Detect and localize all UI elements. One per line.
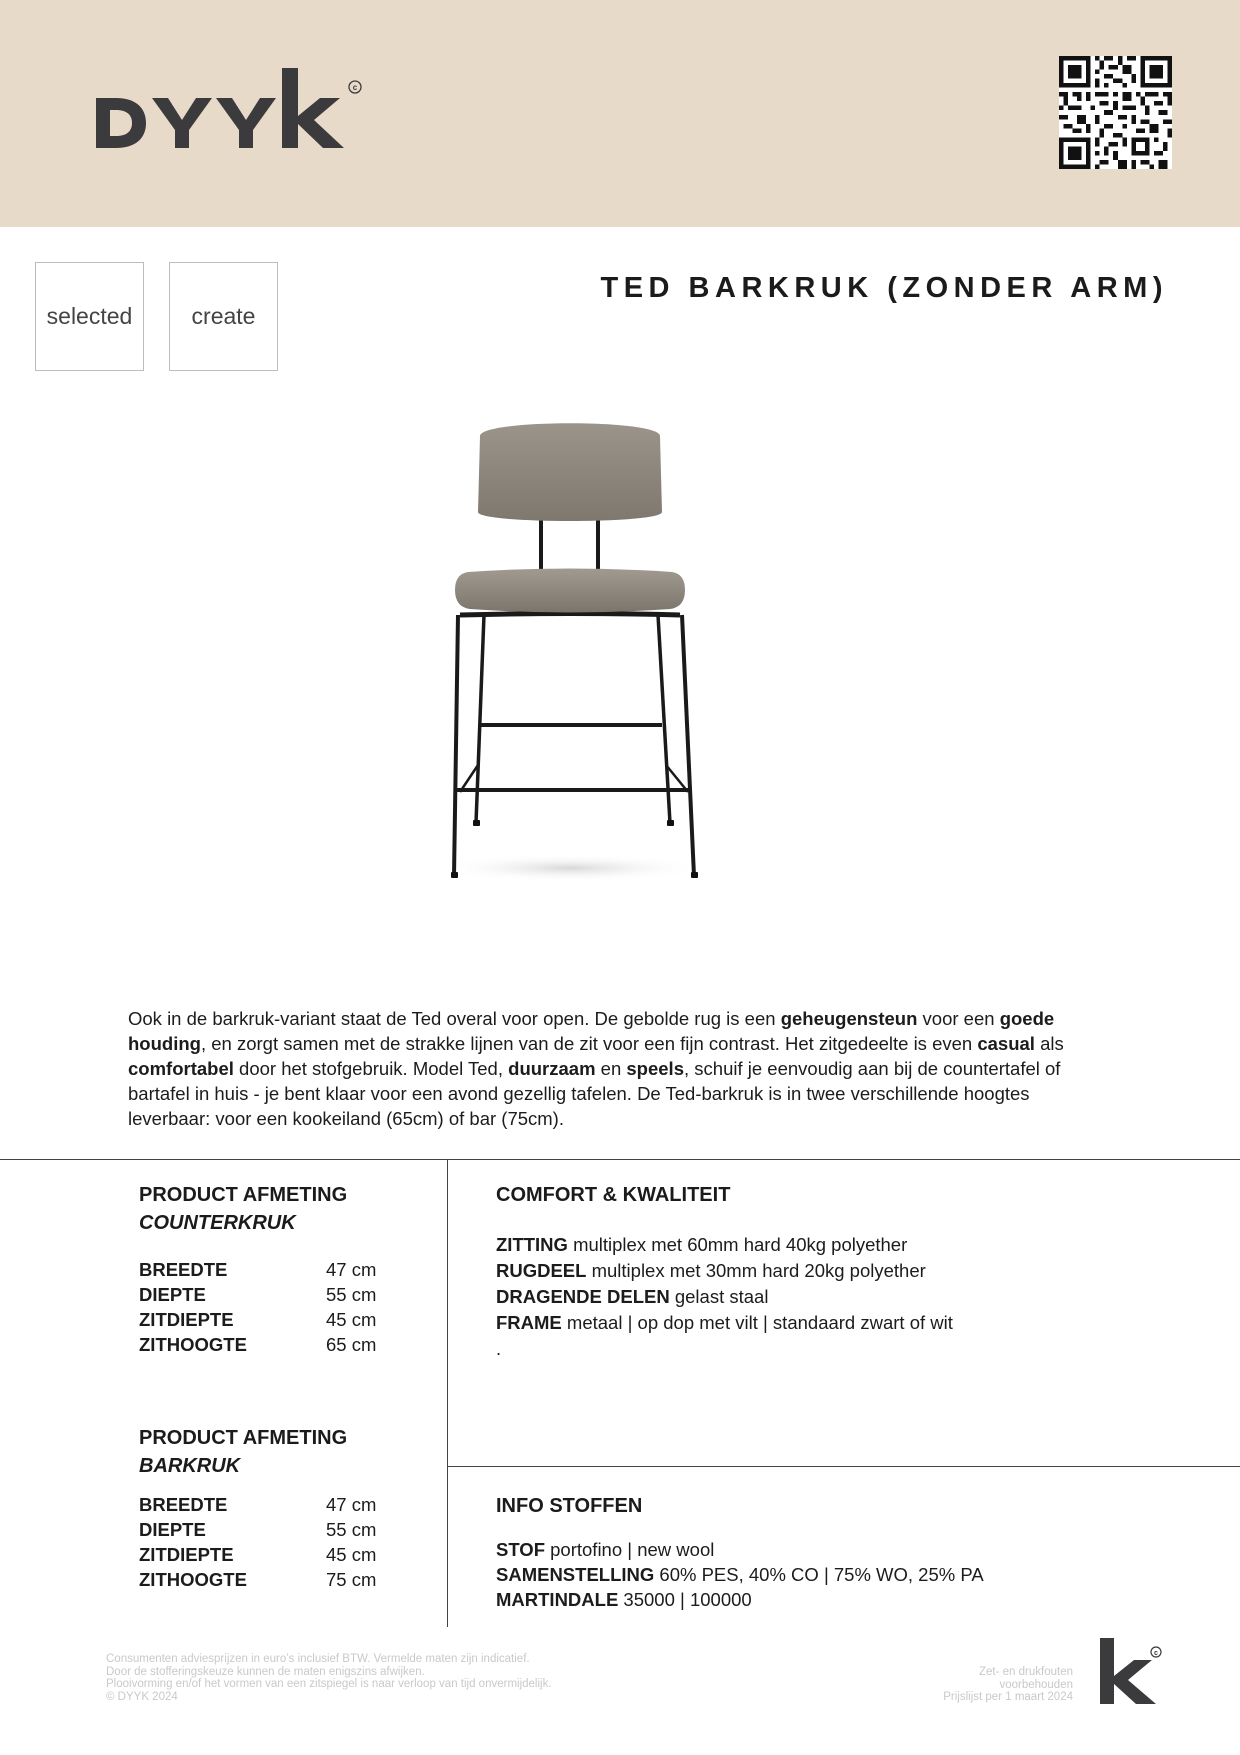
dimension-label: ZITHOOGTE <box>139 1569 247 1590</box>
description-emphasis: speels <box>626 1058 684 1079</box>
dimension-value: 65 cm <box>326 1334 377 1355</box>
footer-line: © DYYK 2024 <box>106 1690 178 1703</box>
counter-dimensions-table <box>139 1259 399 1359</box>
footer-line: voorbehouden <box>999 1678 1073 1691</box>
fabric-info-list <box>496 1539 1096 1614</box>
dimension-value: 47 cm <box>326 1494 377 1515</box>
spec-label: SAMENSTELLING <box>496 1564 655 1585</box>
bar-dimensions-title: PRODUCT AFMETING <box>139 1427 348 1449</box>
dimension-label: ZITDIEPTE <box>139 1544 234 1565</box>
description-text: , schuif je eenvoudig aan bij de countertafel of bartafel in huis - je bent klaar voor een avond gezellig tafelen. De Ted-barkruk is in twee verschillende hoogtes leverbaar: voor een kookeiland (65cm) of bar (75cm). <box>128 1058 1061 1129</box>
selected-button[interactable]: selected <box>35 262 144 371</box>
spec-text: multiplex met 60mm hard 40kg polyether <box>567 1234 908 1255</box>
spec-row <box>496 1564 1096 1589</box>
description-text: en <box>595 1058 627 1079</box>
counter-dimensions-title: PRODUCT AFMETING <box>139 1184 348 1206</box>
dimension-row <box>139 1334 399 1359</box>
dimension-label: ZITDIEPTE <box>139 1309 234 1330</box>
svg-text:c: c <box>352 83 358 92</box>
spec-label: MARTINDALE <box>496 1589 619 1610</box>
footer-disclaimer <box>106 1653 552 1703</box>
description-emphasis: geheugensteun <box>780 1008 918 1029</box>
create-button[interactable]: create <box>169 262 278 371</box>
dimension-row <box>139 1284 399 1309</box>
spec-row <box>496 1234 1096 1260</box>
description-emphasis: casual <box>977 1033 1035 1054</box>
dimension-label: BREEDTE <box>139 1259 228 1280</box>
k-logo <box>1098 1636 1166 1706</box>
footer-line: Zet- en drukfouten <box>979 1666 1073 1678</box>
spec-text: metaal | op dop met vilt | standaard zwart of wit <box>561 1312 953 1333</box>
fabric-info-title: INFO STOFFEN <box>496 1495 643 1517</box>
dimension-value: 45 cm <box>326 1544 377 1565</box>
dimension-label: ZITHOOGTE <box>139 1334 247 1355</box>
dimension-value: 55 cm <box>326 1519 377 1540</box>
dimension-label: BREEDTE <box>139 1494 228 1515</box>
section-divider-vertical <box>447 1160 448 1627</box>
spec-row <box>496 1260 1096 1286</box>
description-text: als <box>1034 1033 1064 1054</box>
spec-row <box>496 1338 1096 1364</box>
description-emphasis: comfortabel <box>128 1058 234 1079</box>
spec-text: multiplex met 30mm hard 20kg polyether <box>586 1260 926 1281</box>
product-title: TED BARKRUK (ZONDER ARM) <box>600 272 1168 304</box>
page-header <box>0 0 1240 227</box>
spec-text: portofino | new wool <box>545 1539 715 1560</box>
section-divider-right <box>447 1466 1240 1467</box>
spec-label: FRAME <box>496 1312 562 1333</box>
footer-line: Plooivorming en/of het vormen van een zitspiegel is naar verloop van tijd onvermijdelijk. <box>106 1678 552 1690</box>
spec-label: RUGDEEL <box>496 1260 587 1281</box>
dimension-value: 45 cm <box>326 1309 377 1330</box>
spec-row <box>496 1312 1096 1338</box>
counter-dimensions-subtitle: COUNTERKRUK <box>139 1212 296 1234</box>
dimension-value: 55 cm <box>326 1284 377 1305</box>
dimension-row <box>139 1309 399 1334</box>
dyyk-logo <box>92 60 392 160</box>
spec-row <box>496 1589 1096 1614</box>
footer-line: Prijslijst per 1 maart 2024 <box>943 1691 1073 1703</box>
svg-text:c: c <box>1154 1650 1158 1657</box>
spec-text: 35000 | 100000 <box>618 1589 752 1610</box>
footer-line: Door de stofferingskeuze kunnen de maten enigszins afwijken. <box>106 1665 425 1678</box>
spec-text: 60% PES, 40% CO | 75% WO, 25% PA <box>654 1564 984 1585</box>
description-text: , en zorgt samen met de strakke lijnen van de zit voor een fijn contrast. Het zitgedeelte is even <box>200 1033 978 1054</box>
bar-dimensions-subtitle: BARKRUK <box>139 1455 241 1477</box>
description-emphasis: duurzaam <box>508 1058 596 1079</box>
product-description <box>128 1006 1088 1131</box>
spec-label: STOF <box>496 1539 545 1560</box>
footer-pricelist-note <box>943 1666 1073 1704</box>
dimension-row <box>139 1569 399 1594</box>
spec-row <box>496 1286 1096 1312</box>
product-image-bar-stool <box>400 420 740 885</box>
description-text: door het stofgebruik. Model Ted, <box>233 1058 509 1079</box>
spec-label: ZITTING <box>496 1234 568 1255</box>
bar-dimensions-table <box>139 1494 399 1594</box>
dimension-row <box>139 1519 399 1544</box>
comfort-quality-list <box>496 1234 1096 1364</box>
spec-label: DRAGENDE DELEN <box>496 1286 670 1307</box>
description-text: voor een <box>917 1008 1000 1029</box>
dimension-label: DIEPTE <box>139 1519 206 1540</box>
dimension-value: 75 cm <box>326 1569 377 1590</box>
dimension-row <box>139 1259 399 1284</box>
qr-code-icon <box>1059 56 1172 169</box>
footer-line: Consumenten adviesprijzen in euro’s inclusief BTW. Vermelde maten zijn indicatief. <box>106 1653 530 1665</box>
description-text: Ook in de barkruk-variant staat de Ted overal voor open. De gebolde rug is een <box>128 1008 781 1029</box>
dimension-label: DIEPTE <box>139 1284 206 1305</box>
comfort-quality-title: COMFORT & KWALITEIT <box>496 1184 731 1206</box>
dimension-row <box>139 1544 399 1569</box>
spec-text: . <box>496 1338 502 1359</box>
dimension-value: 47 cm <box>326 1259 377 1280</box>
dimension-row <box>139 1494 399 1519</box>
spec-row <box>496 1539 1096 1564</box>
section-divider-top <box>0 1159 1240 1160</box>
description-emphasis: goede houding <box>128 1008 1055 1054</box>
spec-text: gelast staal <box>669 1286 769 1307</box>
